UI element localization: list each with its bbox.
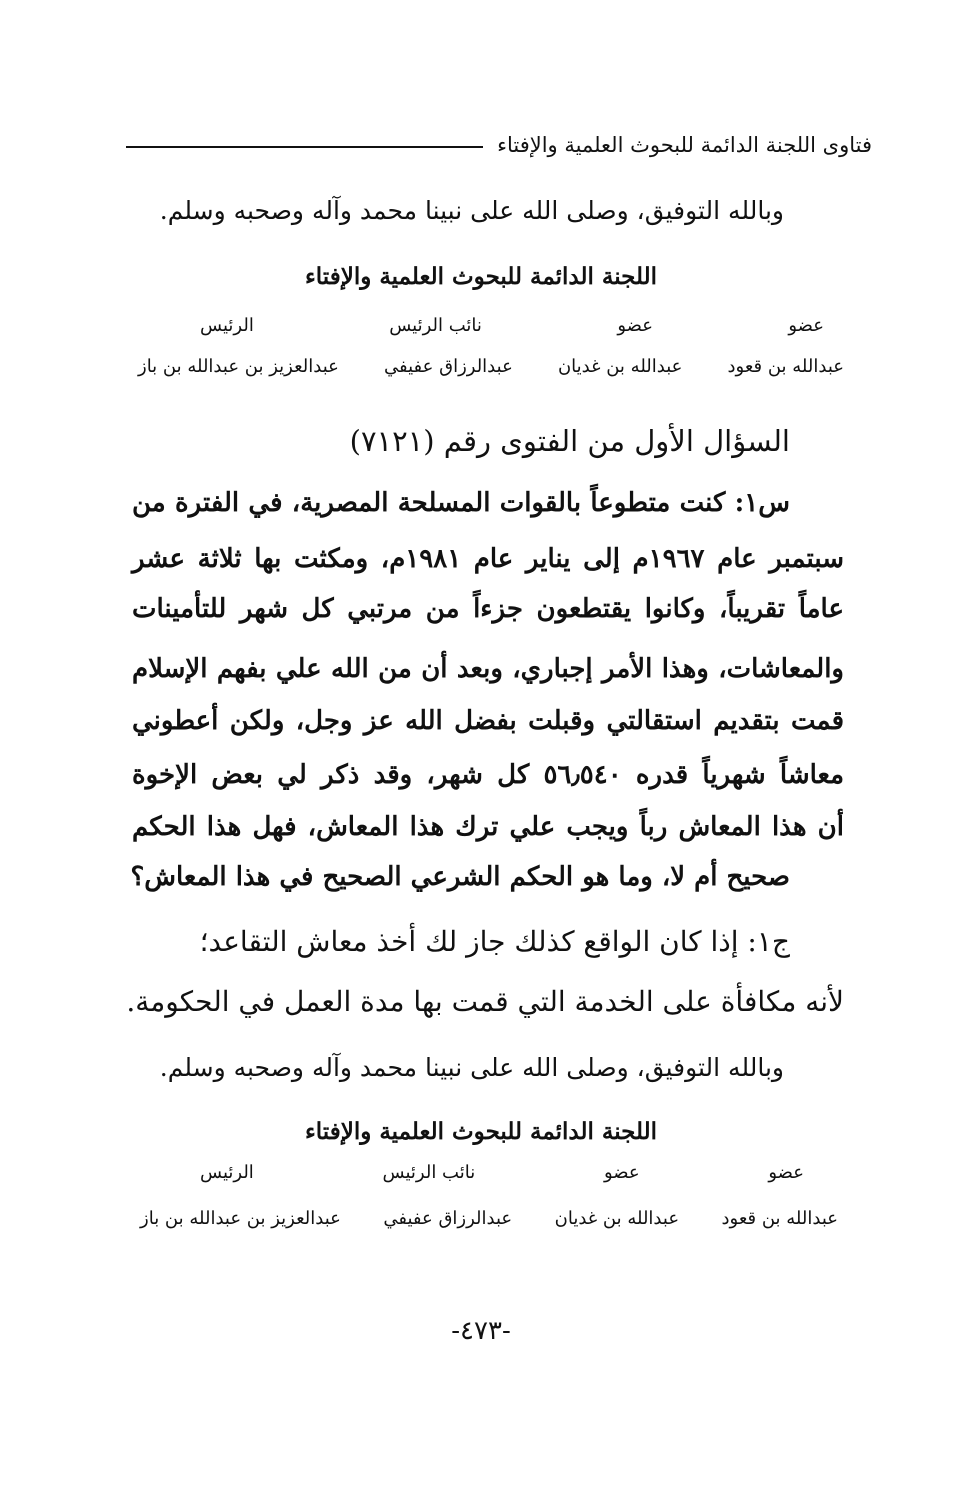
role: نائب الرئيس <box>389 315 482 336</box>
signatory-name: عبدالله بن غديان <box>557 356 683 377</box>
role: عضو <box>788 315 824 336</box>
header-rule <box>126 146 483 148</box>
running-header <box>126 128 872 162</box>
role: عضو <box>617 315 653 336</box>
question-line: س١: كنت متطوعاً بالقوات المسلحة المصرية، في الفترة من <box>132 488 790 518</box>
closing-formula-2: وبالله التوفيق، وصلى الله على نبينا محمد وآله وصحبه وسلم. <box>159 1053 784 1082</box>
question-line: والمعاشات، وهذا الأمر إجباري، وبعد أن من الله علي بفهم الإسلام <box>132 654 844 684</box>
signatory-name: عبدالله بن قعود <box>721 1208 838 1229</box>
answer-line: لأنه مكافأة على الخدمة التي قمت بها مدة العمل في الحكومة. <box>126 985 844 1018</box>
committee-name-2: اللجنة الدائمة للبحوث العلمية والإفتاء <box>304 1118 658 1145</box>
signatory-names-1 <box>138 356 844 377</box>
signatory-name: عبدالله بن قعود <box>727 356 844 377</box>
answer-line: ج١: إذا كان الواقع كذلك جاز لك أخذ معاش التقاعد؛ <box>199 925 790 958</box>
closing-formula-1: وبالله التوفيق، وصلى الله على نبينا محمد وآله وصحبه وسلم. <box>159 196 784 225</box>
page-number: -٤٧٣- <box>451 1316 511 1346</box>
question-line: عاماً تقريباً، وكانوا يقتطعون جزءاً من مرتبي كل شهر للتأمينات <box>132 594 844 624</box>
role: نائب الرئيس <box>382 1162 476 1183</box>
role: عضو <box>603 1162 640 1183</box>
signatory-names-2 <box>140 1208 838 1229</box>
question-line: قمت بتقديم استقالتي وقبلت بفضل الله عز وجل، ولكن أعطوني <box>132 706 844 736</box>
question-line: معاشاً شهرياً قدره ٥٦٫٥٤٠ كل شهر، وقد ذكر لي بعض الإخوة <box>132 760 844 790</box>
role: الرئيس <box>200 315 254 336</box>
signatory-roles-1 <box>200 315 824 336</box>
signatory-name: عبدالعزيز بن عبدالله بن باز <box>140 1208 341 1229</box>
signatory-roles-2 <box>200 1162 804 1183</box>
role: عضو <box>768 1162 804 1183</box>
question-line: صحيح أم لا، وما هو الحكم الشرعي الصحيح في هذا المعاش؟ <box>130 862 790 892</box>
signatory-name: عبدالرزاق عفيفي <box>384 356 513 377</box>
header-title: فتاوى اللجنة الدائمة للبحوث العلمية والإفتاء <box>497 133 872 157</box>
signatory-name: عبدالعزيز بن عبدالله بن باز <box>138 356 339 377</box>
signatory-name: عبدالله بن غديان <box>554 1208 680 1229</box>
role: الرئيس <box>200 1162 254 1183</box>
signatory-name: عبدالرزاق عفيفي <box>383 1208 513 1229</box>
question-line: أن هذا المعاش رباً ويجب علي ترك هذا المعاش، فهل هذا الحكم <box>132 812 844 842</box>
fatwa-question-title: السؤال الأول من الفتوى رقم (٧١٢١) <box>349 424 790 458</box>
committee-name-1: اللجنة الدائمة للبحوث العلمية والإفتاء <box>304 263 658 290</box>
question-line: سبتمبر عام ١٩٦٧م إلى يناير عام ١٩٨١م، ومكثت بها ثلاثة عشر <box>132 544 844 574</box>
